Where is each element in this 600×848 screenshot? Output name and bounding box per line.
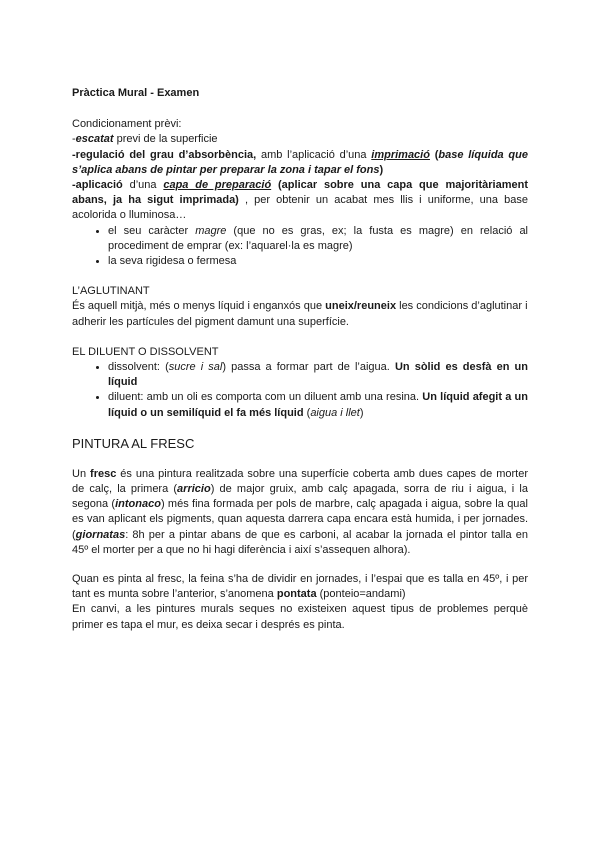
term-imprimacio: imprimació [371,148,430,161]
term-intonaco: intonaco [115,498,161,511]
term-giornatas: giornatas [75,528,126,541]
text: d’una [122,179,164,192]
term-escatat: escatat [75,133,114,146]
term-pontata: pontata [276,588,317,601]
cond-line-regulacio [72,148,528,178]
capa-definition: (aplicar sobre una capa que majoritàriament abans, ja ha sigut imprimada) [72,179,528,207]
term-arricio: arricio [177,483,211,496]
aglutinant-heading: L’AGLUTINANT [72,285,150,298]
fresc-paragraph-1 [72,467,528,558]
term-regulacio: -regulació del grau d’absorbència, [72,148,257,161]
fresc-paragraph-2 [72,572,528,602]
term-fresc: fresc [90,467,117,480]
list-item: • la seva rigidesa o fermesa [108,254,528,269]
cond-line-aplicacio [72,178,528,224]
text: les condicions d’aglutinar i adherir les partícules del pigment damunt una superfície. [72,300,528,328]
text: ) de major gruix, amb calç apagada, sorra de riu i aigua, i la segona ( [72,483,528,511]
cond-bullet-list [72,224,528,270]
dash: - [72,133,76,146]
example: sucre i sal [168,361,223,374]
text: ( [303,406,311,419]
text: , per obtenir un acabat mes llis i uniforme, una base acolorida o lluminosa… [72,194,528,222]
text: Quan es pinta al fresc, la feina s’ha de dividir en jornades, i l’espai que es talla en 45º, i per tant es munta sobre l’anterior, s’anomena [72,573,528,601]
aglutinant-definition [72,299,528,329]
text: previ de la superficie [113,133,218,146]
fresc-heading: PINTURA AL FRESC [72,435,195,451]
spacer [72,453,528,467]
spacer [72,421,528,435]
cond-line-escatat [72,132,528,147]
text: ) més fina formada per pols de marbre, calç apagada i aigua, sobre la qual es van aplicant els pigments, quan aquesta darrera capa encara està humida, i per jornades. ( [72,498,528,541]
text: (que no es gras, ex; la fusta es magre) en relació al procediment de emprar (ex: l’aquarel·la es magre) [108,224,529,252]
text: ( [429,148,439,161]
term-aplicacio: -aplicació [72,179,123,192]
text: amb l’aplicació d’una [256,148,372,161]
diluent-bullet-list [72,360,528,421]
text: : 8h per a pintar abans de que es carboni, al acabar la jornada el pintor talla en 45º el morter per a que no hi hagi diferència i així s’assequen alhora). [72,528,528,556]
text: ) [379,163,384,176]
spacer [72,558,528,572]
text: ) [359,406,364,419]
text: (ponteio=andami) [316,588,406,601]
spacer [72,269,528,284]
dissolvent-definition: Un sòlid es desfà en un líquid [108,361,528,389]
term-magre: magre [195,224,227,237]
list-item [108,224,528,254]
document-page [72,86,528,633]
list-item [108,360,528,390]
document-title: Pràctica Mural - Examen [72,87,200,99]
text: ) passa a formar part de l’aigua. [222,361,395,374]
spacer [72,330,528,345]
list-item [108,390,528,420]
text: dissolvent: ( [108,361,169,374]
text: el seu caràcter [108,224,196,237]
text: és una pintura realitzada sobre una superfície coberta amb dues capes de morter de calç, la primera ( [72,467,528,496]
term-uneix: uneix/reuneix [325,300,397,313]
text: És aquell mitjà, més o menys líquid i enganxós que [72,300,326,313]
text: Un [72,467,91,480]
diluent-definition: Un líquid afegit a un líquid o un semilíquid el fa més líquid [108,391,528,419]
text: diluent: amb un oli es comporta com un diluent amb una resina. [108,391,423,404]
cond-heading: Condicionament prèvi: [72,118,182,131]
diluent-heading: EL DILUENT O DISSOLVENT [72,345,219,358]
imprimacio-definition: base líquida que s’aplica abans de pintar per preparar la zona i tapar el fons [72,148,528,176]
term-capa-preparacio: capa de preparació [163,179,272,192]
fresc-paragraph-3: En canvi, a les pintures murals seques no existeixen aquest tipus de problemes perquè primer es tapa el mur, es deixa secar i després es pinta. [72,603,528,631]
example: aigua i llet [310,406,360,419]
